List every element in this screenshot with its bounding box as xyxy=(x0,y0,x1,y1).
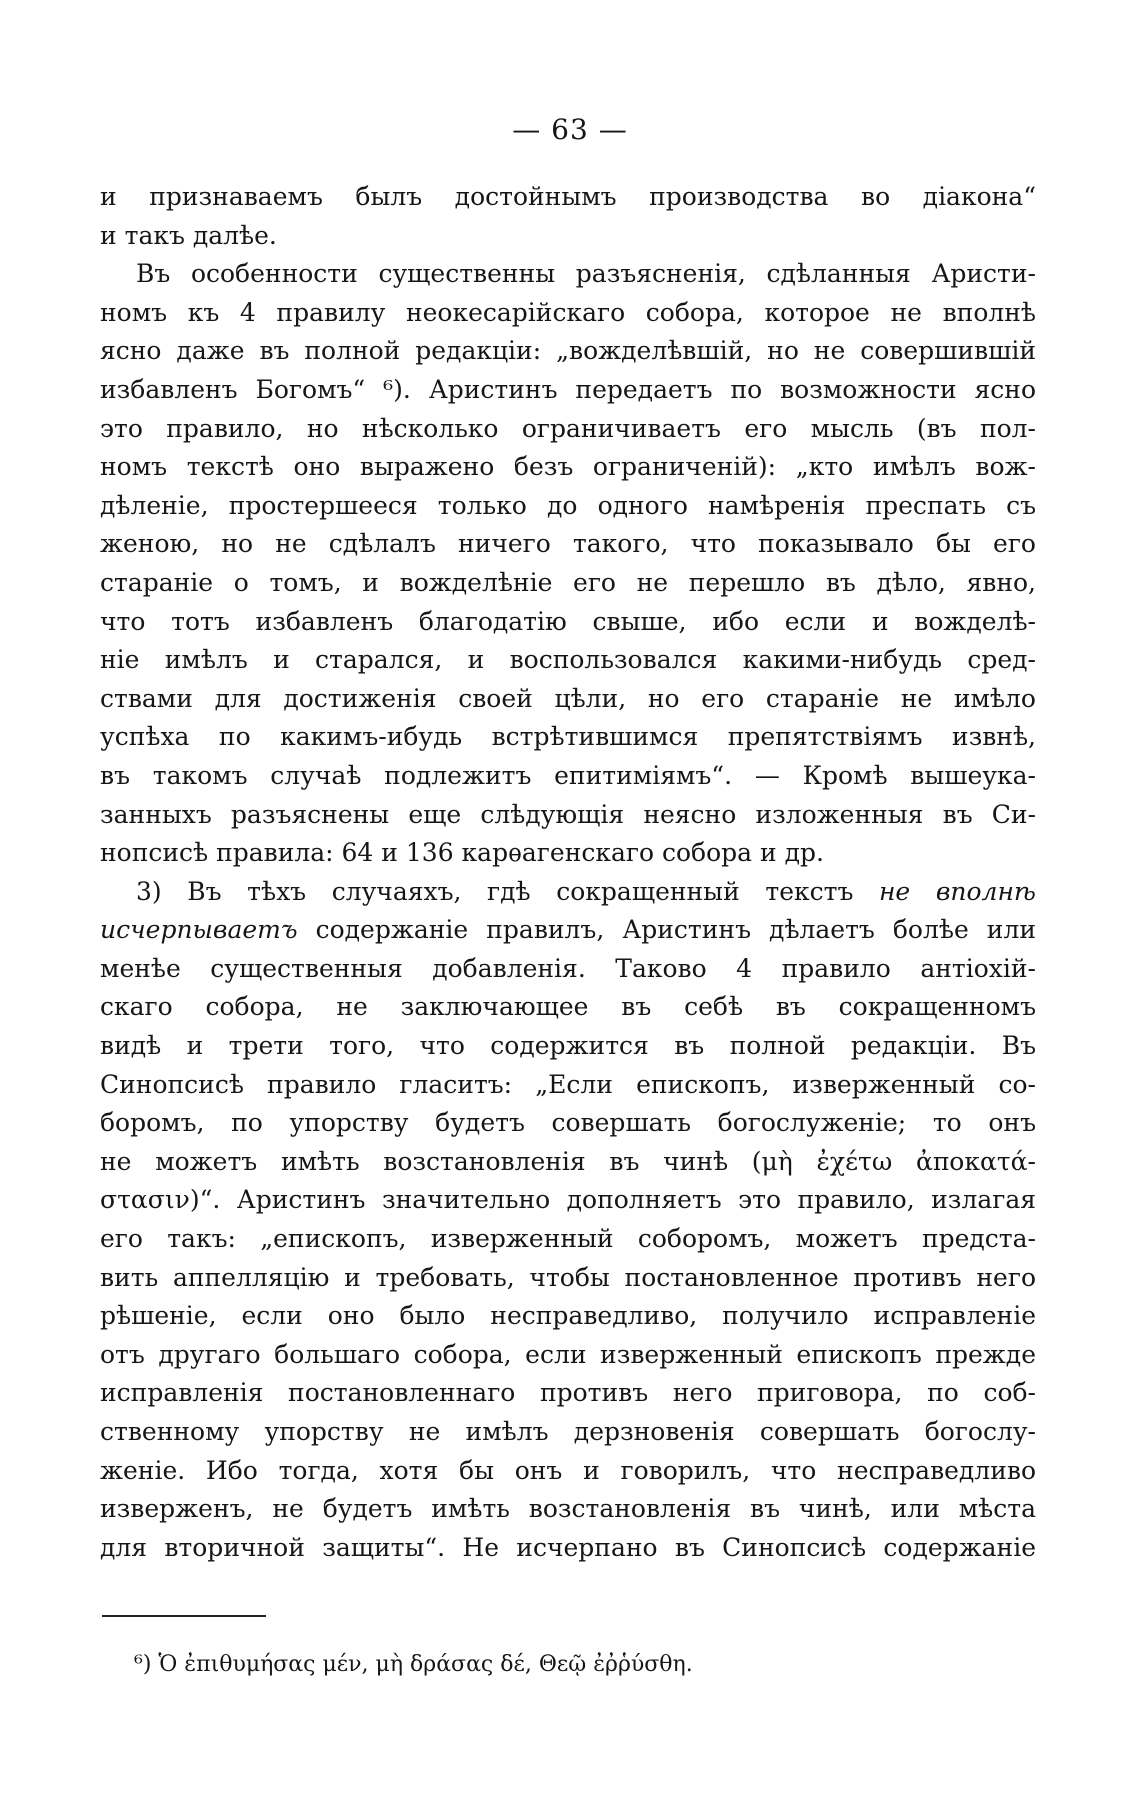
text-line: дѣленіе, простершееся только до одного намѣренія преспать съ xyxy=(100,490,1036,520)
text-line: женіе. Ибо тогда, хотя бы онъ и говорилъ, что несправедливо xyxy=(100,1455,1036,1485)
text-line xyxy=(100,911,1036,950)
text-line: Въ особенности существенны разъясненія, сдѣланныя Аристи- xyxy=(136,259,1036,289)
page-number: — 63 — xyxy=(512,113,628,146)
text-line: рѣшеніе, если оно было несправедливо, получило исправленіе xyxy=(100,1301,1036,1331)
text-line: и признаваемъ былъ достойнымъ производства во діакона“ xyxy=(100,182,1036,211)
footnote-text: Ὁ ἐπιθυμήσας μέν, μὴ δράσας δέ, Θεῷ ἐῤῥύσθη. xyxy=(158,1652,693,1677)
text-line: ствами для достиженія своей цѣли, но его стараніе не имѣло xyxy=(100,683,1036,713)
text-line: менѣе существенныя добавленія. Таково 4 правило антіохій- xyxy=(100,953,1036,983)
text-line: отъ другаго большаго собора, если изверженный епископъ прежде xyxy=(100,1339,1036,1369)
text-line: Синопсисѣ правило гласитъ: „Если епископъ, изверженный со- xyxy=(100,1069,1036,1099)
text-line: ясно даже въ полной редакціи: „вожделѣвшій, но не совершившій xyxy=(100,336,1036,366)
text-line: успѣха по какимъ-ибудь встрѣтившимся препятствіямъ извнѣ, xyxy=(100,722,1036,752)
text-line: нопсисѣ правила: 64 и 136 карѳагенскаго собора и др. xyxy=(100,838,824,868)
footnote-marker: ⁶) xyxy=(134,1652,152,1677)
text-line: занныхъ разъяснены еще слѣдующія неясно изложенныя въ Си- xyxy=(100,799,1036,829)
italic-emphasis: не вполнѣ xyxy=(878,876,1036,906)
body-text xyxy=(100,178,1036,1567)
text-line: стараніе о томъ, и вожделѣніе его не перешло въ дѣло, явно, xyxy=(100,567,1036,597)
text-line: избавленъ Богомъ“ ⁶). Аристинъ передаетъ по возможности ясно xyxy=(100,374,1036,404)
text-line xyxy=(100,873,1036,912)
italic-emphasis: исчерпываетъ xyxy=(100,915,298,945)
text-line: номъ текстѣ оно выражено безъ ограниченій): „кто имѣлъ вож- xyxy=(100,452,1036,482)
text-line: скаго собора, не заключающее въ себѣ въ сокращенномъ xyxy=(100,992,1036,1022)
text-line: для вторичной защиты“. Не исчерпано въ Синопсисѣ содержаніе xyxy=(100,1532,1036,1562)
text-line: въ такомъ случаѣ подлежитъ епитиміямъ“. — Кромѣ вышеука- xyxy=(100,760,1036,790)
footnote-rule xyxy=(102,1615,266,1617)
text-line: номъ къ 4 правилу неокесарійскаго собора, которое не вполнѣ xyxy=(100,297,1036,327)
text-line: ніе имѣлъ и старался, и воспользовался какими-нибудь сред- xyxy=(100,645,1036,675)
text-line: и такъ далѣе. xyxy=(100,220,277,250)
text-run: содержаніе правилъ, Аристинъ дѣлаетъ болѣе или xyxy=(297,915,1036,945)
text-line: исправленія постановленнаго противъ него приговора, по соб- xyxy=(100,1378,1036,1408)
text-line: ственному упорству не имѣлъ дерзновенія совершать богослу- xyxy=(100,1417,1036,1446)
text-line: боромъ, по упорству будетъ совершать богослуженіе; то онъ xyxy=(100,1108,1036,1138)
footnote xyxy=(134,1650,693,1680)
text-line: не можетъ имѣть возстановленія въ чинѣ (μὴ ἐχέτω ἀποκατά- xyxy=(100,1146,1036,1176)
text-line: изверженъ, не будетъ имѣть возстановленія въ чинѣ, или мѣста xyxy=(100,1494,1036,1524)
text-line: женою, но не сдѣлалъ ничего такого, что показывало бы его xyxy=(100,529,1036,559)
text-line: это правило, но нѣсколько ограничиваетъ его мысль (въ пол- xyxy=(100,413,1036,443)
text-line: что тотъ избавленъ благодатію свыше, ибо если и вожделѣ- xyxy=(100,606,1036,636)
text-run: 3) Въ тѣхъ случаяхъ, гдѣ сокращенный текстъ xyxy=(136,876,879,906)
text-line: его такъ: „епископъ, изверженный соборомъ, можетъ предста- xyxy=(100,1224,1036,1254)
text-line: видѣ и трети того, что содержится въ полной редакціи. Въ xyxy=(100,1031,1036,1061)
text-line: στασιν)“. Аристинъ значительно дополняетъ это правило, излагая xyxy=(100,1185,1036,1215)
text-line: вить аппелляцію и требовать, чтобы постановленное противъ него xyxy=(100,1262,1036,1292)
